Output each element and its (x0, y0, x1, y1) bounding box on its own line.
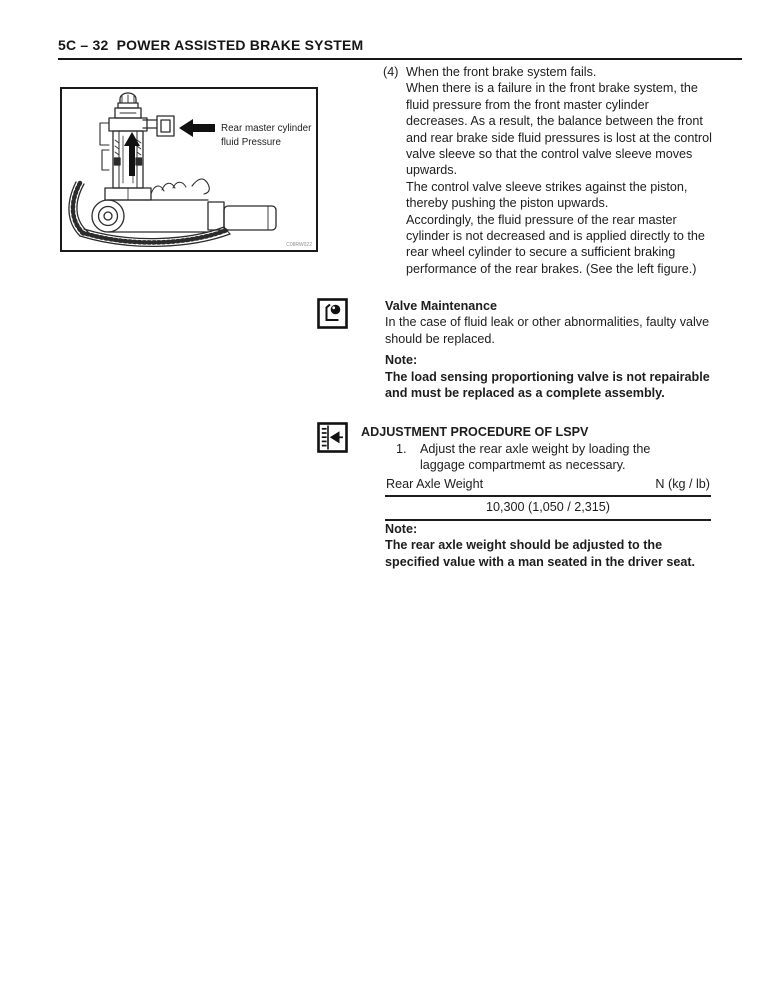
valve-maintenance-heading: Valve Maintenance (385, 299, 497, 313)
page-title: 5C – 32 POWER ASSISTED BRAKE SYSTEM (58, 37, 364, 53)
up-pressure-arrow-icon (124, 132, 140, 176)
valve-maintenance-body: In the case of fluid leak or other abnormalities, faulty valve should be replaced. (385, 315, 710, 346)
item-4-block (383, 64, 713, 277)
item-4-paragraph-3: Accordingly, the fluid pressure of the rear master cylinder is not decreased and is applied directly to the rear wheel cylinder to secure a sufficient braking performance of the rear brakes. (See the left figure.) (406, 212, 705, 276)
note-label: Note: (385, 522, 418, 536)
item-number: (4) (383, 65, 399, 79)
table-header-row (385, 477, 711, 497)
step-number: 1. (396, 442, 407, 456)
adjustment-step-1 (396, 441, 698, 474)
item-4-paragraph-1: When there is a failure in the front brake system, the fluid pressure from the front master cylinder decreases. As a result, the balance between the front and rear brake side fluid pressures is lost at the control valve sleeve so that the control valve sleeve moves upwards. (406, 81, 712, 178)
table-header-left: Rear Axle Weight (386, 477, 484, 491)
step-text: Adjust the rear axle weight by loading the laggage compartmemt as necessary. (420, 442, 651, 473)
note-body: The rear axle weight should be adjusted to the specified value with a man seated in the driver seat. (385, 538, 696, 569)
figure-code: C08RW022 (286, 242, 312, 248)
valve-maintenance-section (385, 298, 713, 401)
adjustment-heading: ADJUSTMENT PROCEDURE OF LSPV (361, 425, 589, 439)
left-pressure-arrow-icon (179, 119, 215, 137)
item-4-paragraph-2: The control valve sleeve strikes against the piston, thereby pushing the piston upwards. (406, 179, 688, 211)
note-body: The load sensing proportioning valve is not repairable and must be replaced as a complete assembly. (385, 369, 710, 401)
maintenance-icon (317, 298, 348, 329)
rear-axle-weight-table (385, 477, 711, 521)
note-label: Note: (385, 353, 418, 368)
figure-label-line2: fluid Pressure (221, 137, 281, 148)
table-header-right: N (kg / lb) (655, 477, 710, 491)
table-value-row: 10,300 (1,050 / 2,315) (385, 497, 711, 521)
item-4-line-1: When the front brake system fails. (406, 65, 597, 79)
valve-maintenance-note (385, 352, 713, 401)
header-rule (58, 58, 742, 60)
adjustment-icon (317, 422, 348, 453)
adjustment-note (385, 521, 715, 570)
figure-label-line1: Rear master cylinder (221, 123, 312, 134)
lspv-valve-drawing (62, 89, 316, 250)
lspv-figure (60, 87, 318, 252)
